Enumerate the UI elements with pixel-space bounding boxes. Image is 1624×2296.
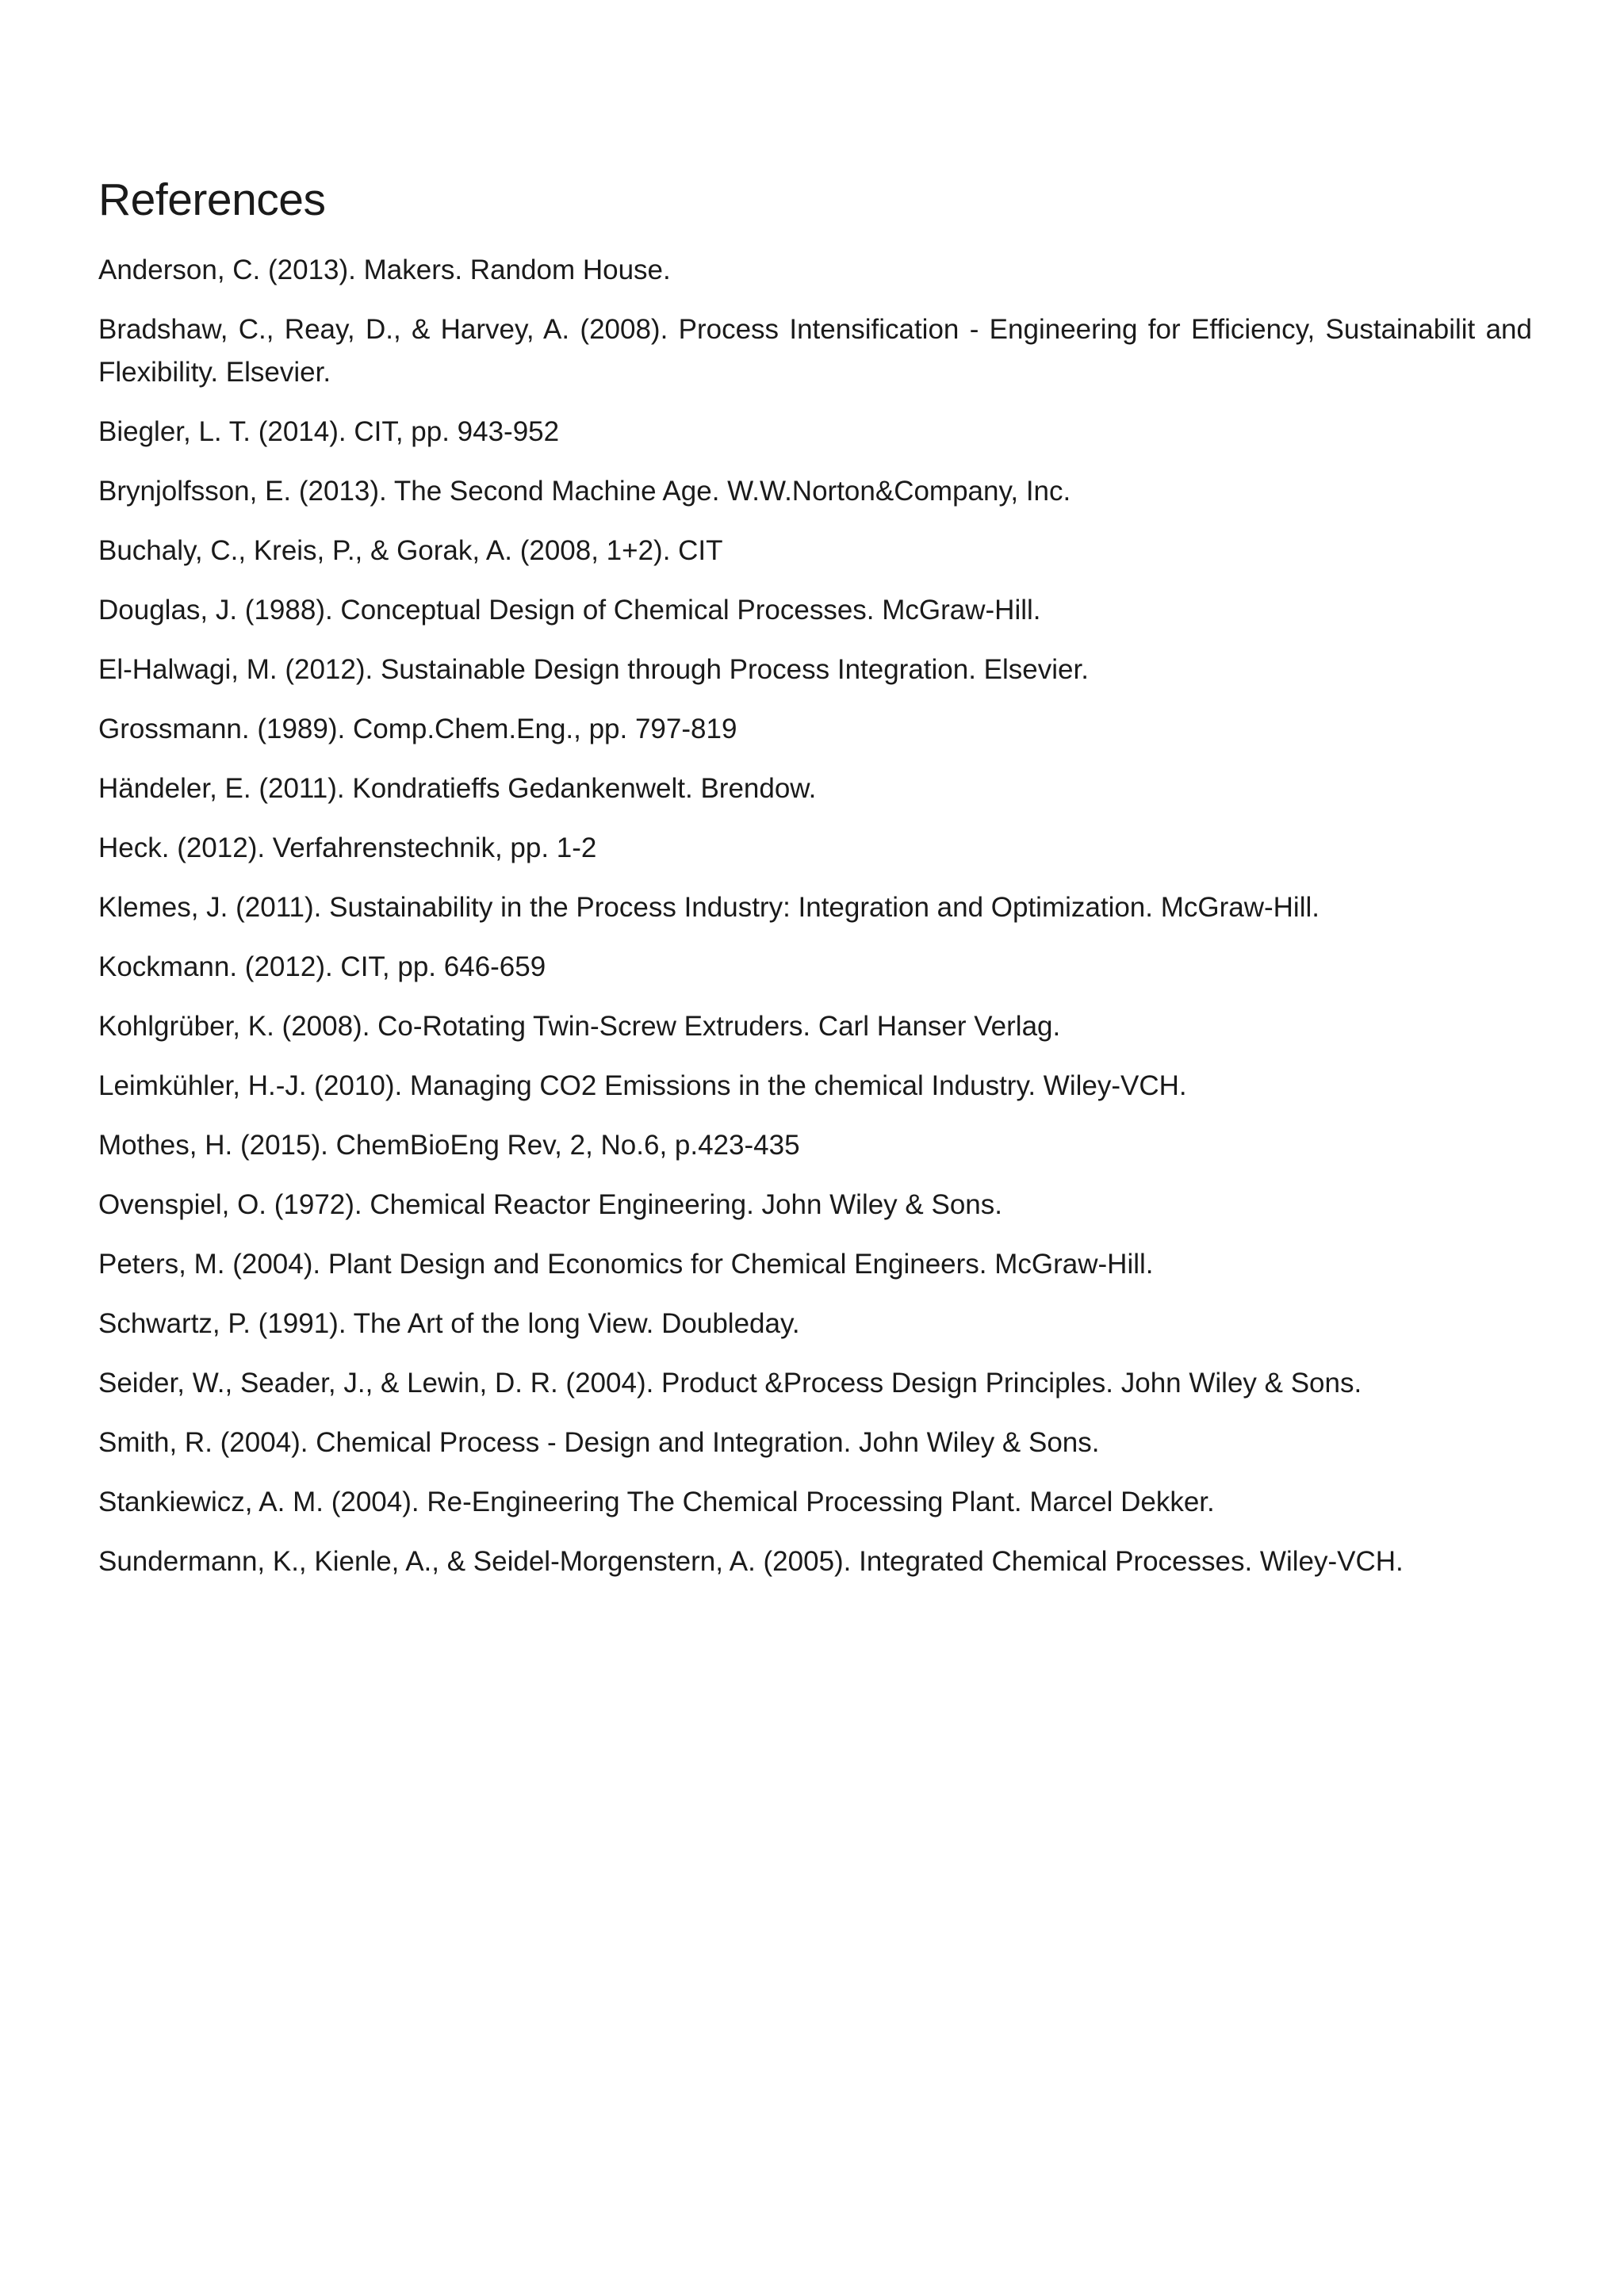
reference-item: Peters, M. (2004). Plant Design and Economics for Chemical Engineers. McGraw-Hill. [98, 1248, 1154, 1280]
references-section [98, 174, 1532, 1600]
reference-item: Händeler, E. (2011). Kondratieffs Gedankenwelt. Brendow. [98, 772, 817, 804]
reference-item: Anderson, C. (2013). Makers. Random House. [98, 254, 671, 285]
references-heading: References [98, 174, 326, 225]
reference-item: Heck. (2012). Verfahrenstechnik, pp. 1-2 [98, 832, 597, 863]
reference-item: Kockmann. (2012). CIT, pp. 646-659 [98, 951, 546, 982]
reference-item: Leimkühler, H.-J. (2010). Managing CO2 Emissions in the chemical Industry. Wiley-VCH. [98, 1070, 1187, 1101]
reference-item: Smith, R. (2004). Chemical Process - Design and Integration. John Wiley & Sons. [98, 1426, 1100, 1458]
reference-item: Klemes, J. (2011). Sustainability in the Process Industry: Integration and Optimization. McGraw-Hill. [98, 891, 1320, 923]
reference-item: Brynjolfsson, E. (2013). The Second Machine Age. W.W.Norton&Company, Inc. [98, 475, 1071, 507]
reference-item: Kohlgrüber, K. (2008). Co-Rotating Twin-Screw Extruders. Carl Hanser Verlag. [98, 1010, 1061, 1042]
reference-item: Biegler, L. T. (2014). CIT, pp. 943-952 [98, 415, 560, 447]
reference-item: El-Halwagi, M. (2012). Sustainable Design through Process Integration. Elsevier. [98, 653, 1089, 685]
reference-item: Buchaly, C., Kreis, P., & Gorak, A. (2008, 1+2). CIT [98, 534, 723, 566]
reference-item: Mothes, H. (2015). ChemBioEng Rev, 2, No.6, p.423-435 [98, 1129, 800, 1161]
reference-item: Seider, W., Seader, J., & Lewin, D. R. (2004). Product &Process Design Principles. John Wiley & Sons. [98, 1367, 1362, 1399]
reference-item: Douglas, J. (1988). Conceptual Design of Chemical Processes. McGraw-Hill. [98, 594, 1041, 626]
reference-item: Grossmann. (1989). Comp.Chem.Eng., pp. 797-819 [98, 713, 737, 744]
reference-item: Stankiewicz, A. M. (2004). Re-Engineering The Chemical Processing Plant. Marcel Dekker. [98, 1486, 1215, 1517]
reference-list [98, 249, 1532, 1583]
reference-item: Ovenspiel, O. (1972). Chemical Reactor Engineering. John Wiley & Sons. [98, 1188, 1002, 1220]
reference-item: Bradshaw, C., Reay, D., & Harvey, A. (2008). Process Intensification - Engineering for Efficiency, Sustainabilit and Flexibility. Elsevier. [98, 313, 1532, 388]
reference-item: Schwartz, P. (1991). The Art of the long View. Doubleday. [98, 1307, 800, 1339]
reference-item: Sundermann, K., Kienle, A., & Seidel-Morgenstern, A. (2005). Integrated Chemical Processes. Wiley-VCH. [98, 1545, 1404, 1577]
